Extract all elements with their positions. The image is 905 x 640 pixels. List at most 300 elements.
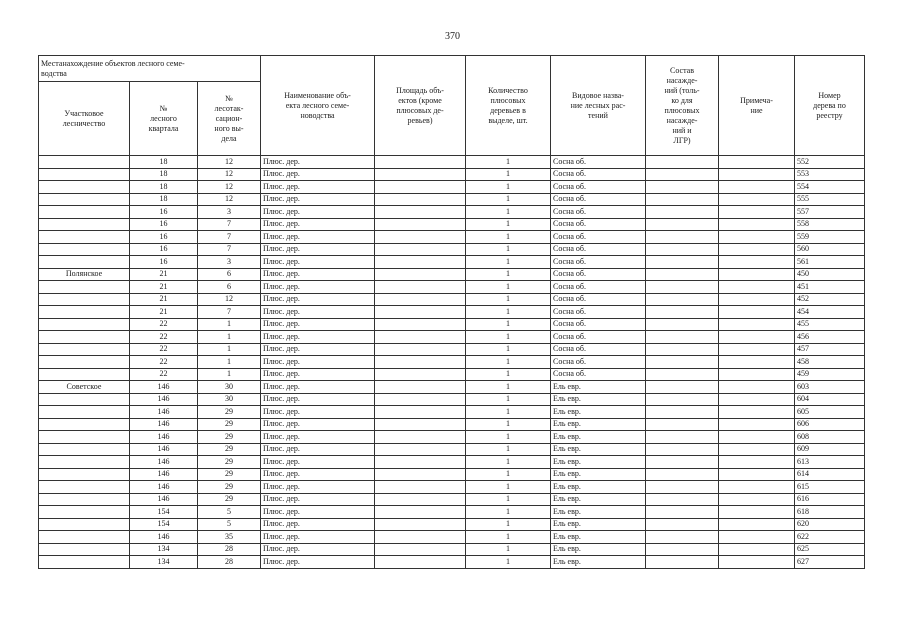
- cell-species: Ель евр.: [551, 406, 646, 419]
- cell-forestry: [39, 256, 130, 269]
- table-row: [39, 256, 865, 269]
- cell-tree-number: 459: [795, 368, 865, 381]
- cell-note: [719, 356, 795, 369]
- cell-area: [375, 356, 466, 369]
- cell-note: [719, 456, 795, 469]
- cell-plot: 5: [198, 518, 261, 531]
- cell-object-name: Плюс. дер.: [261, 343, 375, 356]
- cell-object-name: Плюс. дер.: [261, 493, 375, 506]
- cell-note: [719, 481, 795, 494]
- cell-composition: [646, 418, 719, 431]
- cell-area: [375, 406, 466, 419]
- cell-composition: [646, 368, 719, 381]
- cell-object-name: Плюс. дер.: [261, 418, 375, 431]
- cell-object-name: Плюс. дер.: [261, 243, 375, 256]
- cell-note: [719, 331, 795, 344]
- cell-composition: [646, 431, 719, 444]
- cell-plot: 1: [198, 368, 261, 381]
- cell-composition: [646, 406, 719, 419]
- cell-count: 1: [466, 356, 551, 369]
- cell-forestry: [39, 393, 130, 406]
- table-row: [39, 331, 865, 344]
- cell-forestry: [39, 506, 130, 519]
- cell-species: Сосна об.: [551, 356, 646, 369]
- cell-count: 1: [466, 293, 551, 306]
- cell-count: 1: [466, 181, 551, 194]
- cell-count: 1: [466, 431, 551, 444]
- cell-area: [375, 381, 466, 394]
- cell-tree-number: 452: [795, 293, 865, 306]
- cell-species: Сосна об.: [551, 181, 646, 194]
- cell-note: [719, 193, 795, 206]
- cell-object-name: Плюс. дер.: [261, 481, 375, 494]
- cell-tree-number: 456: [795, 331, 865, 344]
- cell-object-name: Плюс. дер.: [261, 406, 375, 419]
- cell-count: 1: [466, 218, 551, 231]
- header-tree-number: Номер дерева по реестру: [795, 56, 865, 156]
- cell-tree-number: 614: [795, 468, 865, 481]
- cell-count: 1: [466, 543, 551, 556]
- cell-quarter: 21: [130, 281, 198, 294]
- cell-count: 1: [466, 493, 551, 506]
- cell-species: Ель евр.: [551, 418, 646, 431]
- cell-area: [375, 518, 466, 531]
- cell-species: Ель евр.: [551, 468, 646, 481]
- cell-quarter: 146: [130, 468, 198, 481]
- cell-forestry: [39, 468, 130, 481]
- cell-quarter: 18: [130, 181, 198, 194]
- cell-forestry: [39, 406, 130, 419]
- cell-quarter: 134: [130, 556, 198, 569]
- cell-plot: 28: [198, 543, 261, 556]
- cell-tree-number: 616: [795, 493, 865, 506]
- page-number: 370: [445, 31, 460, 42]
- cell-area: [375, 556, 466, 569]
- cell-count: 1: [466, 156, 551, 169]
- cell-quarter: 134: [130, 543, 198, 556]
- cell-species: Сосна об.: [551, 318, 646, 331]
- cell-tree-number: 606: [795, 418, 865, 431]
- table-row: [39, 518, 865, 531]
- cell-count: 1: [466, 393, 551, 406]
- header-plus-tree-count: Количество плюсовых деревьев в выделе, шт.: [466, 56, 551, 156]
- cell-object-name: Плюс. дер.: [261, 543, 375, 556]
- cell-object-name: Плюс. дер.: [261, 156, 375, 169]
- cell-forestry: [39, 306, 130, 319]
- cell-forestry: [39, 231, 130, 244]
- cell-composition: [646, 331, 719, 344]
- cell-forestry: [39, 543, 130, 556]
- cell-quarter: 146: [130, 431, 198, 444]
- table-row: [39, 506, 865, 519]
- cell-composition: [646, 456, 719, 469]
- cell-tree-number: 553: [795, 168, 865, 181]
- cell-species: Ель евр.: [551, 543, 646, 556]
- cell-area: [375, 243, 466, 256]
- cell-quarter: 154: [130, 518, 198, 531]
- cell-composition: [646, 293, 719, 306]
- cell-composition: [646, 506, 719, 519]
- table-row: [39, 218, 865, 231]
- cell-composition: [646, 206, 719, 219]
- cell-object-name: Плюс. дер.: [261, 318, 375, 331]
- cell-plot: 29: [198, 468, 261, 481]
- cell-composition: [646, 306, 719, 319]
- cell-quarter: 18: [130, 193, 198, 206]
- table-row: [39, 281, 865, 294]
- cell-forestry: [39, 418, 130, 431]
- cell-composition: [646, 468, 719, 481]
- cell-plot: 29: [198, 418, 261, 431]
- cell-tree-number: 555: [795, 193, 865, 206]
- cell-note: [719, 368, 795, 381]
- cell-forestry: [39, 181, 130, 194]
- cell-plot: 29: [198, 431, 261, 444]
- cell-count: 1: [466, 481, 551, 494]
- cell-forestry: [39, 193, 130, 206]
- cell-note: [719, 518, 795, 531]
- cell-forestry: [39, 243, 130, 256]
- cell-plot: 29: [198, 443, 261, 456]
- table-row: [39, 181, 865, 194]
- cell-forestry: [39, 456, 130, 469]
- cell-note: [719, 381, 795, 394]
- cell-area: [375, 343, 466, 356]
- cell-tree-number: 603: [795, 381, 865, 394]
- cell-species: Сосна об.: [551, 331, 646, 344]
- cell-quarter: 22: [130, 318, 198, 331]
- cell-composition: [646, 256, 719, 269]
- cell-area: [375, 418, 466, 431]
- cell-plot: 7: [198, 306, 261, 319]
- cell-area: [375, 181, 466, 194]
- cell-forestry: [39, 481, 130, 494]
- cell-object-name: Плюс. дер.: [261, 468, 375, 481]
- cell-plot: 12: [198, 181, 261, 194]
- cell-tree-number: 554: [795, 181, 865, 194]
- cell-plot: 7: [198, 243, 261, 256]
- cell-quarter: 16: [130, 256, 198, 269]
- cell-tree-number: 622: [795, 531, 865, 544]
- cell-object-name: Плюс. дер.: [261, 368, 375, 381]
- cell-object-name: Плюс. дер.: [261, 331, 375, 344]
- cell-count: 1: [466, 281, 551, 294]
- cell-tree-number: 605: [795, 406, 865, 419]
- cell-area: [375, 468, 466, 481]
- table-row: [39, 431, 865, 444]
- cell-tree-number: 627: [795, 556, 865, 569]
- cell-area: [375, 331, 466, 344]
- cell-quarter: 22: [130, 343, 198, 356]
- cell-species: Сосна об.: [551, 368, 646, 381]
- cell-object-name: Плюс. дер.: [261, 531, 375, 544]
- cell-quarter: 16: [130, 218, 198, 231]
- cell-species: Сосна об.: [551, 243, 646, 256]
- table-row: [39, 493, 865, 506]
- header-quarter: № лесного квартала: [130, 82, 198, 156]
- cell-area: [375, 368, 466, 381]
- cell-area: [375, 481, 466, 494]
- cell-area: [375, 293, 466, 306]
- cell-plot: 28: [198, 556, 261, 569]
- table-row: [39, 468, 865, 481]
- table-row: [39, 556, 865, 569]
- cell-count: 1: [466, 343, 551, 356]
- cell-object-name: Плюс. дер.: [261, 556, 375, 569]
- cell-count: 1: [466, 456, 551, 469]
- cell-quarter: 22: [130, 331, 198, 344]
- cell-plot: 12: [198, 293, 261, 306]
- cell-note: [719, 493, 795, 506]
- cell-area: [375, 218, 466, 231]
- cell-note: [719, 168, 795, 181]
- cell-object-name: Плюс. дер.: [261, 356, 375, 369]
- seed-objects-table: [38, 55, 865, 569]
- cell-species: Сосна об.: [551, 206, 646, 219]
- cell-species: Сосна об.: [551, 168, 646, 181]
- cell-composition: [646, 318, 719, 331]
- cell-tree-number: 457: [795, 343, 865, 356]
- cell-forestry: [39, 293, 130, 306]
- cell-note: [719, 281, 795, 294]
- cell-note: [719, 306, 795, 319]
- cell-species: Ель евр.: [551, 506, 646, 519]
- cell-species: Ель евр.: [551, 556, 646, 569]
- cell-object-name: Плюс. дер.: [261, 443, 375, 456]
- cell-area: [375, 281, 466, 294]
- cell-composition: [646, 481, 719, 494]
- cell-area: [375, 268, 466, 281]
- cell-quarter: 146: [130, 406, 198, 419]
- cell-tree-number: 608: [795, 431, 865, 444]
- cell-plot: 30: [198, 381, 261, 394]
- cell-forestry: [39, 281, 130, 294]
- cell-area: [375, 231, 466, 244]
- cell-count: 1: [466, 518, 551, 531]
- cell-area: [375, 506, 466, 519]
- cell-forestry: [39, 343, 130, 356]
- cell-area: [375, 206, 466, 219]
- cell-forestry: [39, 443, 130, 456]
- cell-species: Ель евр.: [551, 393, 646, 406]
- cell-composition: [646, 218, 719, 231]
- cell-plot: 1: [198, 343, 261, 356]
- header-area: Площадь объ- ектов (кроме плюсовых де- ревьев): [375, 56, 466, 156]
- cell-species: Ель евр.: [551, 493, 646, 506]
- cell-plot: 29: [198, 493, 261, 506]
- cell-forestry: [39, 318, 130, 331]
- table-row: [39, 481, 865, 494]
- cell-count: 1: [466, 556, 551, 569]
- cell-composition: [646, 268, 719, 281]
- cell-composition: [646, 443, 719, 456]
- cell-plot: 7: [198, 231, 261, 244]
- cell-quarter: 21: [130, 306, 198, 319]
- table-row: [39, 318, 865, 331]
- header-composition: Состав насажде- ний (толь- ко для плюсовых насажде- ний и ЛГР): [646, 56, 719, 156]
- cell-count: 1: [466, 506, 551, 519]
- cell-note: [719, 256, 795, 269]
- cell-forestry: [39, 493, 130, 506]
- cell-quarter: 22: [130, 368, 198, 381]
- cell-tree-number: 620: [795, 518, 865, 531]
- cell-composition: [646, 543, 719, 556]
- cell-composition: [646, 181, 719, 194]
- cell-plot: 35: [198, 531, 261, 544]
- cell-species: Сосна об.: [551, 281, 646, 294]
- cell-forestry: [39, 518, 130, 531]
- cell-quarter: 16: [130, 206, 198, 219]
- cell-quarter: 146: [130, 531, 198, 544]
- cell-plot: 12: [198, 168, 261, 181]
- cell-quarter: 16: [130, 243, 198, 256]
- cell-tree-number: 609: [795, 443, 865, 456]
- cell-plot: 1: [198, 356, 261, 369]
- cell-species: Сосна об.: [551, 156, 646, 169]
- cell-species: Ель евр.: [551, 431, 646, 444]
- cell-species: Ель евр.: [551, 443, 646, 456]
- cell-quarter: 154: [130, 506, 198, 519]
- cell-composition: [646, 231, 719, 244]
- cell-plot: 1: [198, 318, 261, 331]
- table-row: [39, 418, 865, 431]
- cell-note: [719, 181, 795, 194]
- cell-object-name: Плюс. дер.: [261, 193, 375, 206]
- cell-quarter: 21: [130, 268, 198, 281]
- cell-area: [375, 306, 466, 319]
- table-row: [39, 206, 865, 219]
- cell-object-name: Плюс. дер.: [261, 206, 375, 219]
- table-row: [39, 406, 865, 419]
- table-row: [39, 156, 865, 169]
- cell-composition: [646, 281, 719, 294]
- cell-species: Ель евр.: [551, 481, 646, 494]
- cell-note: [719, 443, 795, 456]
- cell-count: 1: [466, 381, 551, 394]
- cell-plot: 3: [198, 206, 261, 219]
- cell-plot: 12: [198, 193, 261, 206]
- cell-count: 1: [466, 168, 551, 181]
- cell-plot: 1: [198, 331, 261, 344]
- cell-object-name: Плюс. дер.: [261, 256, 375, 269]
- cell-forestry: [39, 156, 130, 169]
- cell-area: [375, 443, 466, 456]
- cell-tree-number: 560: [795, 243, 865, 256]
- cell-area: [375, 156, 466, 169]
- cell-note: [719, 218, 795, 231]
- table-row: [39, 543, 865, 556]
- table-row: [39, 456, 865, 469]
- cell-species: Ель евр.: [551, 518, 646, 531]
- cell-area: [375, 456, 466, 469]
- cell-area: [375, 431, 466, 444]
- table-row: [39, 231, 865, 244]
- cell-count: 1: [466, 368, 551, 381]
- cell-note: [719, 468, 795, 481]
- cell-species: Сосна об.: [551, 268, 646, 281]
- cell-object-name: Плюс. дер.: [261, 218, 375, 231]
- cell-area: [375, 493, 466, 506]
- cell-object-name: Плюс. дер.: [261, 306, 375, 319]
- cell-quarter: 146: [130, 481, 198, 494]
- cell-composition: [646, 381, 719, 394]
- cell-composition: [646, 243, 719, 256]
- cell-tree-number: 604: [795, 393, 865, 406]
- cell-species: Сосна об.: [551, 293, 646, 306]
- cell-forestry: Полянское: [39, 268, 130, 281]
- cell-quarter: 21: [130, 293, 198, 306]
- cell-forestry: [39, 206, 130, 219]
- cell-forestry: [39, 331, 130, 344]
- table-row: [39, 393, 865, 406]
- cell-object-name: Плюс. дер.: [261, 381, 375, 394]
- cell-quarter: 18: [130, 168, 198, 181]
- cell-area: [375, 193, 466, 206]
- cell-forestry: [39, 368, 130, 381]
- cell-composition: [646, 531, 719, 544]
- cell-tree-number: 557: [795, 206, 865, 219]
- cell-area: [375, 543, 466, 556]
- table-row: [39, 268, 865, 281]
- header-note: Примеча- ние: [719, 56, 795, 156]
- table-row: [39, 531, 865, 544]
- cell-species: Сосна об.: [551, 218, 646, 231]
- cell-species: Сосна об.: [551, 306, 646, 319]
- cell-count: 1: [466, 256, 551, 269]
- table-row: [39, 381, 865, 394]
- cell-forestry: [39, 431, 130, 444]
- cell-count: 1: [466, 318, 551, 331]
- cell-count: 1: [466, 406, 551, 419]
- cell-note: [719, 206, 795, 219]
- cell-note: [719, 531, 795, 544]
- cell-composition: [646, 156, 719, 169]
- cell-object-name: Плюс. дер.: [261, 518, 375, 531]
- cell-tree-number: 613: [795, 456, 865, 469]
- table-row: [39, 368, 865, 381]
- header-object-name: Наименование объ- екта лесного семе- новодства: [261, 56, 375, 156]
- cell-forestry: [39, 218, 130, 231]
- cell-tree-number: 559: [795, 231, 865, 244]
- cell-note: [719, 231, 795, 244]
- cell-plot: 6: [198, 268, 261, 281]
- cell-tree-number: 558: [795, 218, 865, 231]
- cell-plot: 29: [198, 481, 261, 494]
- cell-tree-number: 618: [795, 506, 865, 519]
- table-row: [39, 293, 865, 306]
- cell-note: [719, 318, 795, 331]
- cell-object-name: Плюс. дер.: [261, 431, 375, 444]
- table-row: [39, 193, 865, 206]
- cell-object-name: Плюс. дер.: [261, 231, 375, 244]
- table-row: [39, 443, 865, 456]
- cell-note: [719, 556, 795, 569]
- cell-quarter: 22: [130, 356, 198, 369]
- cell-note: [719, 268, 795, 281]
- cell-tree-number: 615: [795, 481, 865, 494]
- cell-species: Сосна об.: [551, 343, 646, 356]
- cell-forestry: [39, 356, 130, 369]
- cell-area: [375, 318, 466, 331]
- header-forestry: Участковое лесничество: [39, 82, 130, 156]
- cell-quarter: 18: [130, 156, 198, 169]
- header-plot: № лесотак- сацион- ного вы- дела: [198, 82, 261, 156]
- header-location-group: Местанахождение объектов лесного семе- водства: [39, 56, 261, 82]
- cell-plot: 5: [198, 506, 261, 519]
- cell-species: Ель евр.: [551, 456, 646, 469]
- cell-count: 1: [466, 418, 551, 431]
- cell-quarter: 146: [130, 381, 198, 394]
